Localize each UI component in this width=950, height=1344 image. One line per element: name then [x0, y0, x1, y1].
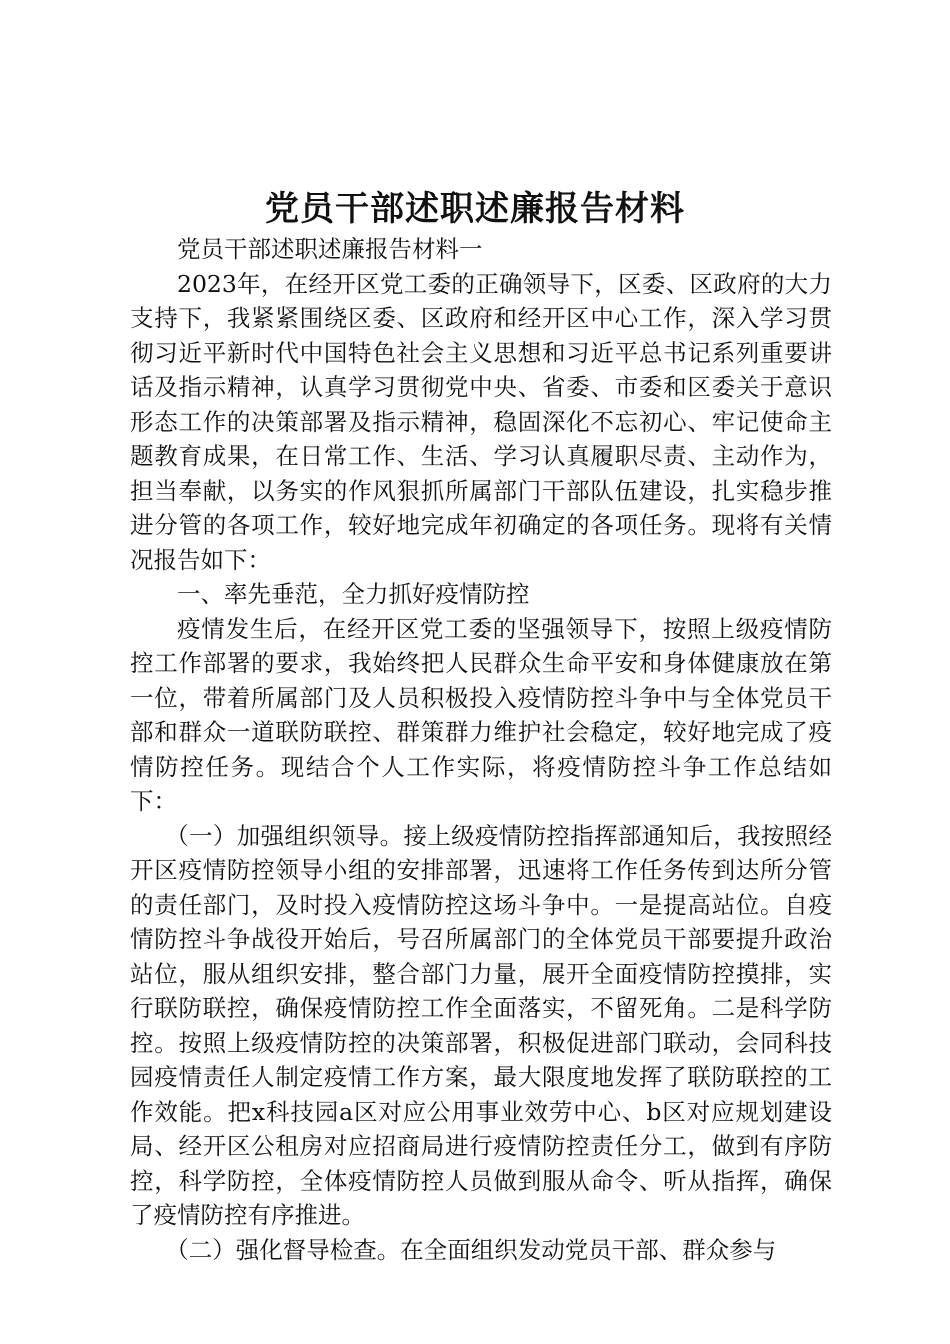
document-subtitle: 党员干部述职述廉报告材料一 — [177, 235, 483, 263]
paragraph-intro: 2023年，在经开区党工委的正确领导下，区委、区政府的大力支持下，我紧紧围绕区委、区政府和经开区中心工作，深入学习贯彻习近平新时代中国特色社会主义思想和习近平总书记系列重要讲话及指示精神，认真学习贯彻党中央、省委、市委和区委关于意识形态工作的决策部署及指示精神，稳固深化不忘初心、牢记使命主题教育成果，在日常工作、生活、学习认真履职尽责、主动作为，担当奉献，以务实的作风狠抓所属部门干部队伍建设，扎实稳步推进分管的各项工作，较好地完成年初确定的各项任务。现将有关情况报告如下： — [130, 269, 832, 574]
document-body — [130, 232, 832, 1267]
paragraph-epidemic: 疫情发生后，在经开区党工委的坚强领导下，按照上级疫情防控工作部署的要求，我始终把人民群众生命平安和身体健康放在第一位，带着所属部门及人员积极投入疫情防控斗争中与全体党员干部和群众一道联防联控、群策群力维护社会稳定，较好地完成了疫情防控任务。现结合个人工作实际，将疫情防控斗争工作总结如下： — [130, 614, 832, 815]
paragraph-organization: （一）加强组织领导。接上级疫情防控指挥部通知后，我按照经开区疫情防控领导小组的安排部署，迅速将工作任务传到达所分管的责任部门，及时投入疫情防控这场斗争中。一是提高站位。自疫情防控斗争战役开始后，号召所属部门的全体党员干部要提升政治站位，服从组织安排，整合部门力量，展开全面疫情防控摸排，实行联防联控，确保疫情防控工作全面落实，不留死角。二是科学防控。按照上级疫情防控的决策部署，积极促进部门联动，会同科技园疫情责任人制定疫情工作方案，最大限度地发挥了联防联控的工作效能。把x科技园a区对应公用事业效劳中心、b区对应规划建设局、经开区公租房对应招商局进行疫情防控责任分工，做到有序防控，科学防控，全体疫情防控人员做到服从命令、听从指挥，确保了疫情防控有序推进。 — [130, 821, 832, 1229]
document-title: 党员干部述职述廉报告材料 — [265, 189, 685, 229]
section-heading-1: 一、率先垂范，全力抓好疫情防控 — [177, 580, 530, 608]
paragraph-supervision: （二）强化督导检查。在全面组织发动党员干部、群众参与 — [165, 1235, 777, 1264]
